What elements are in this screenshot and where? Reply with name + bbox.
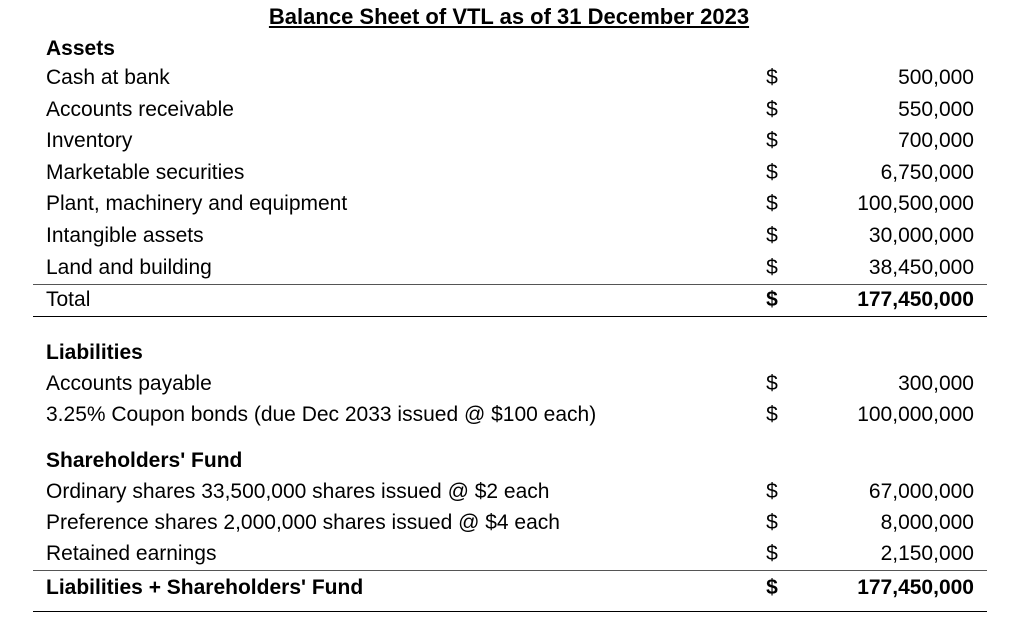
currency-symbol: $ bbox=[766, 542, 778, 565]
sheet-title bbox=[0, 4, 1014, 30]
liability-row-payable bbox=[36, 368, 986, 399]
asset-row-land bbox=[36, 252, 986, 283]
currency-symbol: $ bbox=[766, 224, 778, 247]
currency-symbol: $ bbox=[766, 192, 778, 215]
currency-symbol: $ bbox=[766, 403, 778, 426]
asset-amount: 38,450,000 bbox=[868, 256, 974, 279]
liability-amount: 300,000 bbox=[898, 372, 974, 395]
asset-amount: 100,500,000 bbox=[857, 192, 974, 215]
asset-row-inventory bbox=[36, 125, 986, 156]
sheet-title-text: Balance Sheet of VTL as of 31 December 2023 bbox=[268, 4, 750, 29]
asset-amount: 30,000,000 bbox=[868, 224, 974, 247]
currency-symbol: $ bbox=[766, 576, 778, 599]
asset-amount: 500,000 bbox=[898, 66, 974, 89]
asset-label: Inventory bbox=[46, 129, 133, 152]
asset-amount: 6,750,000 bbox=[880, 161, 974, 184]
equity-label: Ordinary shares 33,500,000 shares issued @ $2 each bbox=[46, 480, 550, 503]
assets-total-amount: 177,450,000 bbox=[857, 288, 974, 311]
assets-heading: Assets bbox=[46, 37, 115, 60]
equity-amount: 2,150,000 bbox=[880, 542, 974, 565]
liabilities-equity-total-label: Liabilities + Shareholders' Fund bbox=[46, 576, 364, 599]
asset-label: Cash at bank bbox=[46, 66, 170, 89]
asset-label: Intangible assets bbox=[46, 224, 204, 247]
asset-row-plant bbox=[36, 188, 986, 219]
liability-amount: 100,000,000 bbox=[857, 403, 974, 426]
liabilities-equity-total-amount: 177,450,000 bbox=[857, 576, 974, 599]
equity-row-retained bbox=[36, 538, 986, 569]
liabilities-equity-total-row bbox=[36, 572, 986, 603]
assets-heading-row bbox=[36, 33, 986, 64]
asset-label: Marketable securities bbox=[46, 161, 245, 184]
equity-label: Preference shares 2,000,000 shares issued @ $4 each bbox=[46, 511, 560, 534]
equity-amount: 8,000,000 bbox=[880, 511, 974, 534]
currency-symbol: $ bbox=[766, 288, 778, 311]
currency-symbol: $ bbox=[766, 480, 778, 503]
liabilities-total-bottom-rule bbox=[33, 611, 987, 612]
equity-amount: 67,000,000 bbox=[868, 480, 974, 503]
currency-symbol: $ bbox=[766, 161, 778, 184]
asset-row-cash bbox=[36, 62, 986, 93]
asset-row-securities bbox=[36, 157, 986, 188]
asset-row-receivable bbox=[36, 94, 986, 125]
currency-symbol: $ bbox=[766, 372, 778, 395]
currency-symbol: $ bbox=[766, 98, 778, 121]
currency-symbol: $ bbox=[766, 256, 778, 279]
shareholders-fund-heading: Shareholders' Fund bbox=[46, 449, 243, 472]
liability-row-bonds bbox=[36, 399, 986, 430]
asset-amount: 550,000 bbox=[898, 98, 974, 121]
liability-label: Accounts payable bbox=[46, 372, 212, 395]
currency-symbol: $ bbox=[766, 66, 778, 89]
liability-label: 3.25% Coupon bonds (due Dec 2033 issued @ $100 each) bbox=[46, 403, 597, 426]
equity-row-ordinary bbox=[36, 476, 986, 507]
liabilities-heading-row bbox=[36, 337, 986, 368]
liabilities-heading: Liabilities bbox=[46, 341, 143, 364]
asset-row-intangible bbox=[36, 220, 986, 251]
equity-row-preference bbox=[36, 507, 986, 538]
asset-amount: 700,000 bbox=[898, 129, 974, 152]
assets-total-bottom-rule bbox=[33, 316, 987, 317]
assets-total-label: Total bbox=[46, 288, 91, 311]
equity-label: Retained earnings bbox=[46, 542, 217, 565]
asset-label: Accounts receivable bbox=[46, 98, 234, 121]
liabilities-total-top-rule bbox=[33, 570, 987, 571]
assets-total-row bbox=[36, 284, 986, 315]
currency-symbol: $ bbox=[766, 129, 778, 152]
asset-label: Land and building bbox=[46, 256, 212, 279]
shareholders-fund-heading-row bbox=[36, 445, 986, 476]
asset-label: Plant, machinery and equipment bbox=[46, 192, 348, 215]
currency-symbol: $ bbox=[766, 511, 778, 534]
